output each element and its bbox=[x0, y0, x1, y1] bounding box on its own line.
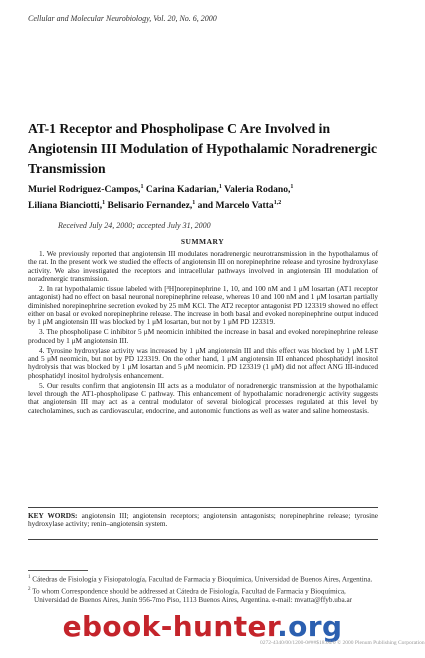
footnote: $^2$ To whom Correspondence should be addressed at Cátedra de Fisiología, Facultad de Farmacia y Bioquímica, Universidad de Buenos Aires, Junín 956-7mo Piso, 1113 Buenos Aires, Argentina. e-mail: mvatta@ffyb.uba.ar bbox=[28, 586, 353, 604]
author-list bbox=[28, 181, 383, 212]
received-dates: Received July 24, 2000; accepted July 31, 2000 bbox=[58, 221, 211, 230]
keywords-bottom-rule bbox=[28, 539, 378, 540]
author: Liliana Bianciotti,$^1$ bbox=[28, 199, 106, 211]
author: Muriel Rodriguez-Campos,$^1$ bbox=[28, 184, 144, 196]
summary-paragraph: 3. The phospholipase C inhibitor 5 μM neomicin inhibited the increase in basal and evoked norepinephrine release produced by 1 μM angiotensin III. bbox=[28, 327, 378, 345]
summary-paragraph: 4. Tyrosine hydroxylase activity was increased by 1 μM angiotensin III and this effect was blocked by 1 μM LST and 5 μM neomicin, but not by PD 123319. On the other hand, 1 μM angiotensin III enhanced phosphatidyl inositol hydrolysis that was blocked by 1 μM losartan and 5 μM neomicin. PD 123319 (1 μM) did not affect ANG III-induced phosphatidyl inositol hydrolysis enhancement. bbox=[28, 345, 378, 380]
keywords-text: angiotensin III; angiotensin receptors; angiotensin antagonists; norepinephrine release; tyrosine hydroxylase activity; renin–angiotensin system. bbox=[28, 511, 379, 529]
copyright-line: 0272-4340/00/1200-0###$18.00/0 © 2000 Plenum Publishing Corporation bbox=[260, 640, 425, 646]
summary-heading: SUMMARY bbox=[180, 237, 225, 246]
author: Valeria Rodano,$^1$ bbox=[224, 184, 294, 196]
summary-paragraph: 5. Our results confirm that angiotensin III acts as a modulator of noradrenergic transmission at the hypothalamic level through the AT1-phospholipase C pathway. This enhancement of hypothalamic noradrenergic activity suggests that angiotensin III may act as a central modulator of several biological processes regulated at this level by catecholamines, such as cardiovascular, endocrine, and autonomic functions as well as water and saline homeostasis. bbox=[28, 380, 378, 415]
article-title: AT-1 Receptor and Phospholipase C Are Involved in Angiotensin III Modulation of Hypothalamic Noradrenergic Transmission bbox=[28, 121, 378, 176]
author: Carina Kadarian,$^1$ bbox=[145, 184, 222, 196]
author: and Marcelo Vatta$^{1,2}$ bbox=[197, 199, 282, 211]
author: Belisario Fernandez,$^1$ bbox=[107, 199, 196, 211]
journal-citation: Cellular and Molecular Neurobiology, Vol. 20, No. 6, 2000 bbox=[28, 14, 217, 23]
footnote-divider bbox=[28, 570, 88, 571]
keywords-top-rule bbox=[28, 507, 378, 508]
watermark-logo: ebook-hunter.org bbox=[62, 609, 343, 643]
footnotes bbox=[28, 574, 378, 606]
summary-paragraph: 2. In rat hypothalamic tissue labeled with [³H]norepinephrine 1, 10, and 100 nM and 1 μM losartan (AT1 receptor antagonist) had no effect on basal neuronal norepinephrine release, whereas 10 and 100 nM and 1 μM losartan partially diminished norepinephrine secretion evoked by 25 mM KCl. The AT2 receptor antagonist PD 123319 showed no effect either on basal or evoked norepinephrine release. The increase in both basal and evoked norepinephrine output induced by 1 μM angiotensin III was blocked by 1 μM losartan, but not by 1 μM PD 123319. bbox=[28, 283, 378, 327]
keywords-block bbox=[28, 512, 378, 529]
watermark-banner bbox=[0, 608, 405, 644]
summary-body bbox=[28, 250, 378, 417]
footnote: $^1$ Cátedras de Fisiología y Fisiopatología, Facultad de Farmacia y Bioquímica, Universidad de Buenos Aires, Argentina. bbox=[28, 575, 373, 584]
summary-paragraph: 1. We previously reported that angiotensin III modulates noradrenergic neurotransmission in the hypothalamus of the rat. In the present work we studied the effects of angiotensin III on norepinephrine release and tyrosine hydroxylase activity. We also investigated the receptors and intracellular pathways involved in angiotensin III modulation of noradrenergic transmission. bbox=[28, 249, 378, 284]
keywords-label: KEY WORDS: bbox=[28, 511, 78, 520]
